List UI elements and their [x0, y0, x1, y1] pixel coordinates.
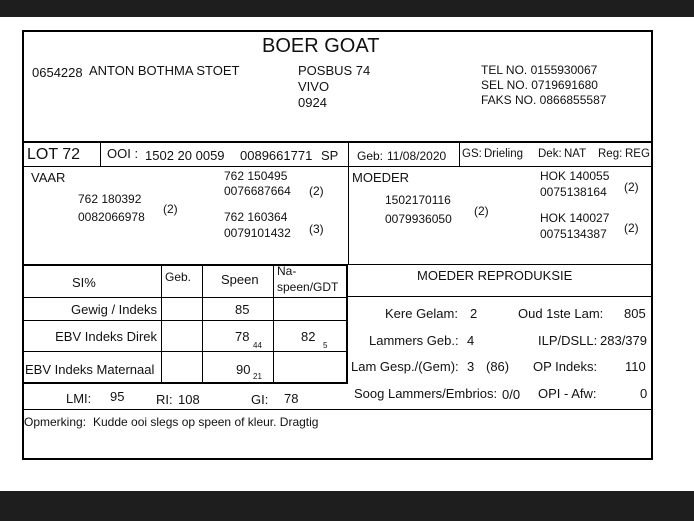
- dek-label: Dek:: [538, 148, 562, 160]
- row-direk-label: EBV Indeks Direk: [55, 329, 157, 344]
- si-table-right: [346, 264, 348, 383]
- vaar-count: (2): [163, 202, 178, 216]
- si-row-line-1: [24, 297, 347, 298]
- moeder-dam-id1: HOK 140027: [540, 211, 610, 225]
- moeder-sire-id1: HOK 140055: [540, 169, 610, 183]
- vaar-sire-id2: 0076687664: [224, 184, 291, 198]
- owner-id: 0654228: [32, 65, 83, 80]
- repro-title-line: [348, 296, 651, 297]
- lmi-value: 95: [110, 389, 125, 404]
- vaar-sire-count: (2): [309, 184, 324, 198]
- divider-geb: [459, 142, 460, 166]
- ooi-id: 0089661771: [240, 148, 313, 163]
- speen-header: Speen: [221, 272, 259, 287]
- gs-label: GS:: [462, 148, 482, 160]
- vaar-id2: 0082066978: [78, 210, 145, 224]
- ooi-label: OOI :: [107, 146, 139, 161]
- repro-title: MOEDER REPRODUKSIE: [417, 268, 573, 283]
- dek-value: NAT: [564, 148, 587, 160]
- lam-gesp-gem: (86): [486, 359, 510, 374]
- divider-lot: [100, 142, 101, 166]
- opi-label: OPI - Afw:: [538, 386, 597, 401]
- repro-top: [348, 264, 651, 265]
- opi-value: 0: [640, 386, 648, 401]
- row-maternaal-speen: 90: [236, 362, 251, 377]
- address-line-2: VIVO: [298, 79, 330, 94]
- divider-ooi: [348, 142, 349, 166]
- remarks-text: Kudde ooi slegs op speen of kleur. Dragtig: [93, 415, 319, 429]
- lammers-geb-value: 4: [467, 333, 475, 348]
- oud-label: Oud 1ste Lam:: [518, 306, 604, 321]
- vaar-dam-id2: 0079101432: [224, 226, 291, 240]
- ooi-code: SP: [321, 148, 339, 163]
- soog-label: Soog Lammers/Embrios:: [354, 386, 498, 401]
- naspeen-header-2: speen/GDT: [277, 280, 339, 294]
- owner-name: ANTON BOTHMA STOET: [89, 63, 240, 78]
- sel-number: SEL NO. 0719691680: [481, 78, 598, 92]
- row-direk-speen: 78: [235, 329, 250, 344]
- vaar-sire-id1: 762 150495: [224, 169, 288, 183]
- op-indeks-label: OP Indeks:: [533, 359, 598, 374]
- soog-value: 0/0: [502, 387, 521, 402]
- vaar-dam-count: (3): [309, 222, 324, 236]
- geb-label: Geb:: [357, 149, 384, 163]
- geb-date: 11/08/2020: [387, 149, 447, 163]
- op-indeks-value: 110: [625, 359, 646, 374]
- vaar-label: VAAR: [31, 170, 66, 185]
- divider-header: [24, 141, 651, 143]
- divider-pedigree: [348, 166, 349, 264]
- lam-gesp-value: 3: [467, 359, 475, 374]
- si-col-3: [273, 265, 274, 383]
- ooi-number: 1502 20 0059: [145, 148, 225, 163]
- reg-label: Reg:: [598, 148, 623, 160]
- si-header: SI%: [72, 275, 96, 290]
- ilp-value: 283/379: [600, 333, 647, 348]
- divider-lot-row: [24, 166, 651, 167]
- kere-gelam-value: 2: [470, 306, 478, 321]
- kere-gelam-label: Kere Gelam:: [385, 306, 458, 321]
- si-row-line-2: [24, 320, 347, 321]
- si-col-2: [202, 265, 203, 383]
- lot-label: LOT 72: [27, 146, 81, 163]
- lammers-geb-label: Lammers Geb.:: [369, 333, 459, 348]
- row-gewig-label: Gewig / Indeks: [71, 302, 157, 317]
- vaar-id1: 762 180392: [78, 192, 142, 206]
- si-col-1: [161, 265, 162, 383]
- tel-number: TEL NO. 0155930067: [481, 63, 598, 77]
- gi-label: GI:: [251, 392, 269, 407]
- gi-value: 78: [284, 391, 299, 406]
- row-maternaal-speen-sub: 21: [253, 372, 262, 381]
- si-table-top: [24, 264, 348, 266]
- address-line-1: POSBUS 74: [298, 63, 371, 78]
- vaar-dam-id1: 762 160364: [224, 210, 288, 224]
- row-direk-naspeen-sub: 5: [323, 341, 328, 350]
- si-table-bottom: [24, 382, 348, 384]
- ri-value: 108: [178, 392, 200, 407]
- geb-header: Geb.: [165, 270, 192, 284]
- reg-value: REG: [625, 148, 650, 160]
- ri-label: RI:: [156, 392, 173, 407]
- row-direk-naspeen: 82: [301, 329, 316, 344]
- moeder-count: (2): [474, 204, 489, 218]
- lam-gesp-label: Lam Gesp./(Gem):: [351, 359, 459, 374]
- oud-value: 805: [624, 306, 646, 321]
- moeder-sire-count: (2): [624, 180, 639, 194]
- remarks-label: Opmerking:: [24, 415, 87, 429]
- row-direk-speen-sub: 44: [253, 341, 262, 350]
- faks-number: FAKS NO. 0866855587: [481, 93, 607, 107]
- breed-title: BOER GOAT: [262, 35, 380, 57]
- moeder-sire-id2: 0075138164: [540, 185, 607, 199]
- ilp-label: ILP/DSLL:: [538, 333, 598, 348]
- remarks-top-line: [24, 409, 651, 410]
- moeder-label: MOEDER: [352, 170, 410, 185]
- page: [0, 17, 694, 491]
- lmi-label: LMI:: [66, 391, 92, 406]
- row-maternaal-label: EBV Indeks Maternaal: [25, 362, 155, 377]
- gs-value: Drieling: [484, 148, 523, 160]
- row-gewig-speen: 85: [235, 302, 250, 317]
- si-row-line-3: [24, 351, 347, 352]
- moeder-id2: 0079936050: [385, 212, 452, 226]
- moeder-dam-id2: 0075134387: [540, 227, 607, 241]
- animal-card: [22, 30, 653, 460]
- moeder-dam-count: (2): [624, 221, 639, 235]
- address-line-3: 0924: [298, 95, 327, 110]
- naspeen-header-1: Na-: [277, 264, 297, 278]
- moeder-id1: 1502170116: [385, 193, 451, 207]
